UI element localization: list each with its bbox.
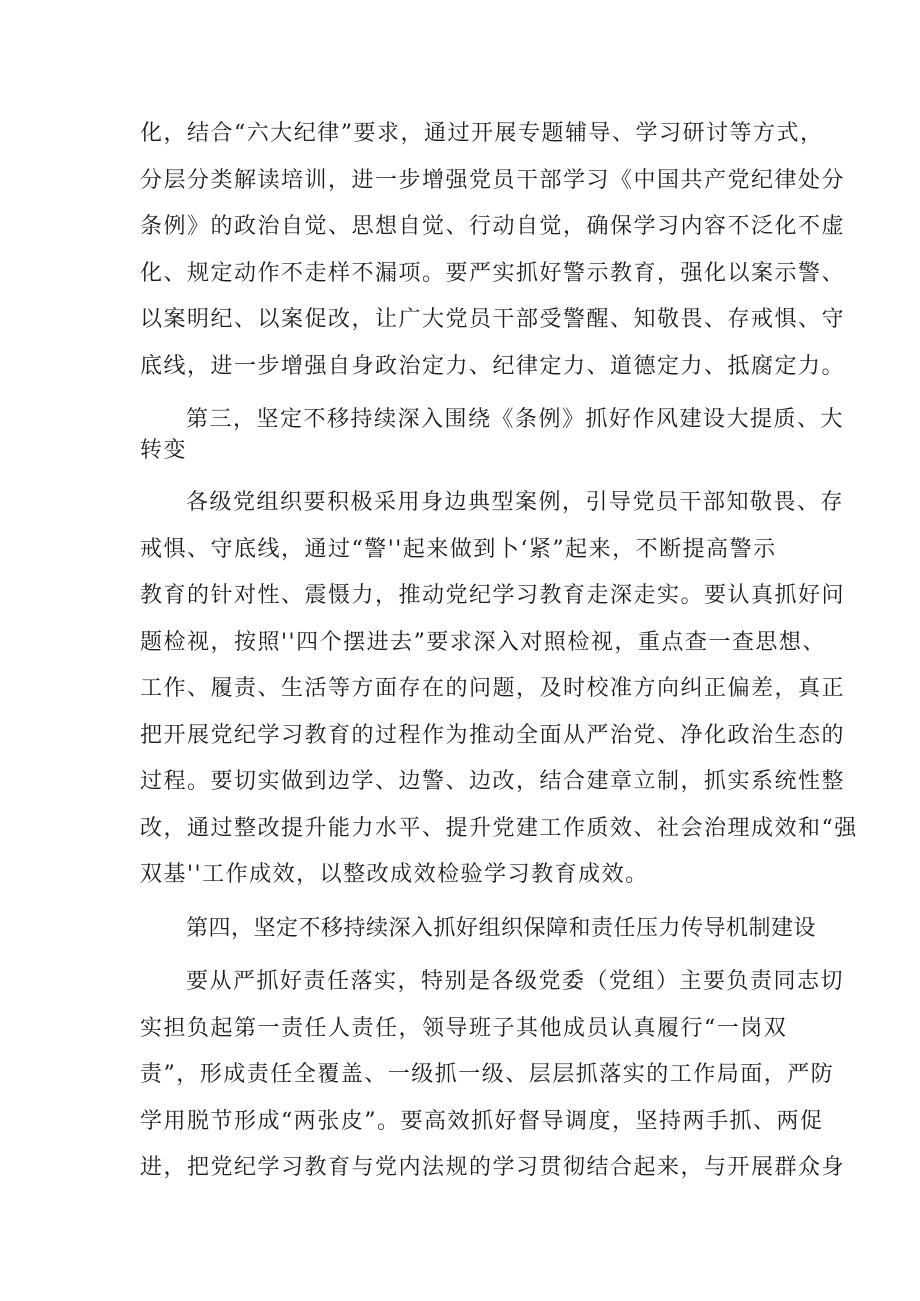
paragraph-line: 改，通过整改提升能力水平、提升党建工作质效、社会治理成效和“强 [140,816,858,841]
paragraph-line: 化、规定动作不走样不漏项。要严实抓好警示教育，强化以案示警、 [140,261,846,286]
paragraph-line: 戒惧、守底线，通过“警''起来做到卜‘紧”起来，不断提高警示 [140,537,777,562]
paragraph-line: 实担负起第一责任人责任，领导班子其他成员认真履行“一岗双 [140,1016,788,1041]
paragraph-line: 各级党组织要积极采用身边典型案例，引导党员干部知敬畏、存 [186,490,845,515]
paragraph-line: 以案明纪、以案促改，让广大党员干部受警醒、知敬畏、存戒惧、守 [140,307,846,332]
heading-line: 第三，坚定不移持续深入围绕《条例》抓好作风建设大提质、大 [186,407,845,432]
paragraph-line: 双基''工作成效，以整改成效检验学习教育成效。 [140,862,649,887]
paragraph-line: 要从严抓好责任落实，特别是各级党委（党组）主要负责同志切 [186,969,845,994]
paragraph-line: 化，结合“六大纪律”要求，通过开展专题辅导、学习研讨等方式， [140,121,824,146]
paragraph-line: 题检视，按照''四个摆进去”要求深入对照检视，重点查一查思想、 [140,630,826,655]
paragraph-line: 进，把党纪学习教育与党内法规的学习贯彻结合起来，与开展群众身 [140,1155,846,1180]
paragraph-line: 底线，进一步增强自身政治定力、纪律定力、道德定力、抵腐定力。 [140,354,846,379]
paragraph-line: 分层分类解读培训，进一步增强党员干部学习《中国共产党纪律处分 [140,168,846,193]
paragraph-line: 条例》的政治自觉、思想自觉、行动自觉，确保学习内容不泛化不虚 [140,214,846,239]
paragraph-line: 过程。要切实做到边学、边警、边改，结合建章立制，抓实系统性整 [140,769,846,794]
paragraph-line: 把开展党纪学习教育的过程作为推动全面从严治党、净化政治生态的 [140,723,846,748]
paragraph-line: 工作、履责、生活等方面存在的问题，及时校准方向纠正偏差，真正 [140,676,846,701]
paragraph-line: 责”，形成责任全覆盖、一级抓一级、层层抓落实的工作局面，严防 [140,1062,835,1087]
paragraph-line: 学用脱节形成“两张皮”。要高效抓好督导调度，坚持两手抓、两促 [140,1109,824,1134]
paragraph-line: 教育的针对性、震慑力，推动党纪学习教育走深走实。要认真抓好问 [140,583,846,608]
heading-line: 第四，坚定不移持续深入抓好组织保障和责任压力传导机制建设 [186,916,817,941]
heading-line: 转变 [140,438,188,463]
